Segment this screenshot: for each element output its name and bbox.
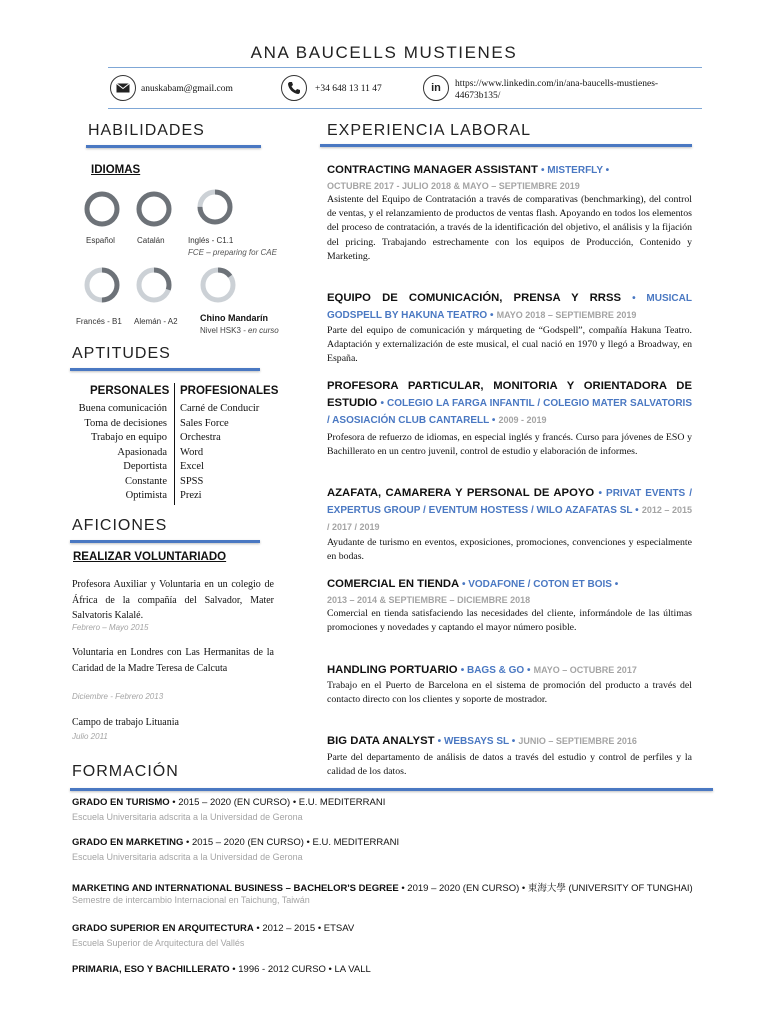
job-company: • VODAFONE / COTON ET BOIS • xyxy=(461,579,619,590)
section-title-habilidades: HABILIDADES xyxy=(88,122,205,139)
job-dates: 2009 - 2019 xyxy=(498,415,547,425)
education-school: Escuela Superior de Arquitectura del Vallés xyxy=(72,938,245,948)
language-label: Inglés - C1.1 xyxy=(188,236,234,245)
volunteer-item: Voluntaria en Londres con Las Hermanitas de la Caridad de la Madre Teresa de Calcuta xyxy=(72,647,274,674)
job-title xyxy=(327,485,692,536)
language-level-ring xyxy=(134,265,174,305)
job-dates: MAYO – OCTUBRE 2017 xyxy=(533,665,637,675)
section-rule-formacion xyxy=(70,788,713,791)
section-rule-aptitudes xyxy=(70,368,260,371)
aptitude-item: Toma de decisiones xyxy=(84,417,167,429)
section-rule-experiencia xyxy=(320,144,692,147)
job-role: EQUIPO DE COMUNICACIÓN, PRENSA Y RRSS xyxy=(327,292,622,304)
job-title xyxy=(327,378,692,429)
aptitude-item: Sales Force xyxy=(180,417,229,429)
volunteer-date: Julio 2011 xyxy=(72,732,108,741)
job-dates: 2012 – 2015 / 2017 / 2019 xyxy=(327,505,692,532)
job-role: HANDLING PORTUARIO xyxy=(327,664,458,676)
education-school: Escuela Universitaria adscrita a la Universidad de Gerona xyxy=(72,812,303,822)
email-link[interactable]: anuskabam@gmail.com xyxy=(141,84,233,94)
idiomas-title: IDIOMAS xyxy=(91,164,141,176)
section-title-formacion: FORMACIÓN xyxy=(72,763,179,780)
job-title xyxy=(327,576,692,593)
volunteer-date: Diciembre - Febrero 2013 xyxy=(72,692,164,701)
header-bottom-rule xyxy=(108,108,702,109)
section-title-aptitudes: APTITUDES xyxy=(72,345,171,362)
job-role: BIG DATA ANALYST xyxy=(327,735,435,747)
aptitude-item: Prezi xyxy=(180,490,202,501)
linkedin-icon: in xyxy=(423,75,449,101)
job-company: • MUSICAL GODSPELL BY HAKUNA TEATRO • xyxy=(327,293,692,321)
aptitude-item: Carné de Conducir xyxy=(180,403,260,414)
job-dates: MAYO 2018 – SEPTIEMBRE 2019 xyxy=(496,310,637,320)
aptitude-item: Excel xyxy=(180,461,204,472)
language-note: FCE – preparing for CAE xyxy=(188,248,277,257)
language-label: Catalán xyxy=(137,236,165,245)
job-dates: JUNIO – SEPTIEMBRE 2016 xyxy=(518,736,637,746)
education-entry xyxy=(72,797,385,808)
language-level-ring xyxy=(134,189,174,229)
job-company: • BAGS & GO • xyxy=(460,665,531,676)
language-level-ring xyxy=(82,189,122,229)
aptitude-item: SPSS xyxy=(180,475,204,487)
section-title-experiencia: EXPERIENCIA LABORAL xyxy=(327,122,531,139)
section-rule-habilidades xyxy=(86,145,261,148)
job-company: • PRIVAT EVENTS / EXPERTUS GROUP / EVENTUM HOSTESS / WILO AZAFATAS SL • xyxy=(327,488,693,516)
header-top-rule xyxy=(108,67,702,68)
job-dates: 2013 – 2014 & SEPTIEMBRE – DICIEMBRE 2018 xyxy=(327,595,531,605)
aptitudes-profesionales-list xyxy=(180,402,280,504)
education-entry xyxy=(72,880,693,894)
job-role: AZAFATA, CAMARERA Y PERSONAL DE APOYO xyxy=(327,487,595,499)
volunteer-date: Febrero – Mayo 2015 xyxy=(72,623,149,632)
education-entry xyxy=(72,923,354,934)
language-label: Chino Mandarín xyxy=(200,313,268,323)
education-details: • 2012 – 2015 • ETSAV xyxy=(253,923,355,934)
language-label: Alemán - A2 xyxy=(134,317,178,326)
job-description: Asistente del Equipo de Contratación a través de comparativas (benchmarking), del control de ventas, y el relanzamiento de productos de ventas flash. Apoyando en todos los elementos del proceso de contratación, a través de la identificación del objetivo, el análisis y la fijación del pricing. Trabajando estrechamente con los equipos de Producción, Contenido y Marketing. xyxy=(327,194,692,262)
job-description: Ayudante de turismo en eventos, exposiciones, promociones, convenciones y especialmente en bodas. xyxy=(327,537,692,563)
ring-fill xyxy=(87,194,117,224)
education-degree: PRIMARIA, ESO Y BACHILLERATO xyxy=(72,964,230,975)
education-entry xyxy=(72,837,399,848)
job-description: Parte del equipo de comunicación y márqueting de “Godspell”, compañía Hakuna Teatro. Adaptación y externalización de este musical, el cual nació en 1970 y llegó a Broadway, en España. xyxy=(327,325,692,365)
aptitude-item: Deportista xyxy=(123,461,167,472)
job-company: • MISTERFLY • xyxy=(541,165,610,176)
aptitude-item: Orchestra xyxy=(180,432,221,443)
section-rule-aficiones xyxy=(70,540,260,543)
volunteer-item: Campo de trabajo Lituania xyxy=(72,717,179,728)
candidate-name: ANA BAUCELLS MUSTIENES xyxy=(250,43,518,62)
language-note-prefix: Nivel HSK3 xyxy=(200,326,241,335)
aptitude-item: Word xyxy=(180,446,204,458)
linkedin-url-line1: https://www.linkedin.com/in/ana-baucells-mustienes- xyxy=(455,79,659,89)
language-note xyxy=(200,326,279,335)
education-degree: GRADO SUPERIOR EN ARQUITECTURA xyxy=(72,923,254,934)
job-title xyxy=(327,162,692,179)
job-role: PROFESORA PARTICULAR, MONITORIA Y ORIENTADORA DE ESTUDIO xyxy=(327,380,692,409)
ring-fill xyxy=(139,194,169,224)
phone-number[interactable]: +34 648 13 11 47 xyxy=(315,84,382,94)
education-degree: MARKETING AND INTERNATIONAL BUSINESS – BACHELOR'S DEGREE xyxy=(72,883,399,894)
section-title-aficiones: AFICIONES xyxy=(72,517,168,534)
education-details: • 2015 – 2020 (EN CURSO) • E.U. MEDITERRANI xyxy=(183,837,400,848)
language-level-ring xyxy=(198,265,238,305)
job-company: • WEBSAYS SL • xyxy=(437,736,516,747)
job-description: Parte del departamento de análisis de datos a través del estudio y control de perfiles y la calidad de los datos. xyxy=(327,752,692,778)
education-school: Escuela Universitaria adscrita a la Universidad de Gerona xyxy=(72,852,303,862)
language-label: Español xyxy=(86,236,115,245)
job-dates: OCTUBRE 2017 - JULIO 2018 & MAYO – SEPTIEMBRE 2019 xyxy=(327,181,580,191)
education-degree: GRADO EN TURISMO xyxy=(72,797,170,808)
job-role: COMERCIAL EN TIENDA xyxy=(327,578,459,590)
aptitude-item: Constante xyxy=(125,475,167,487)
education-entry xyxy=(72,964,371,975)
aptitude-item: Buena comunicación xyxy=(78,403,167,414)
phone-icon xyxy=(281,75,307,101)
language-label: Francés - B1 xyxy=(76,317,122,326)
job-title xyxy=(327,662,692,679)
language-note-suffix: - en curso xyxy=(243,326,279,335)
aptitude-item: Apasionada xyxy=(117,446,167,458)
linkedin-url-line2: 44673b135/ xyxy=(455,91,501,101)
education-school: Semestre de intercambio Internacional en Taichung, Taiwán xyxy=(72,895,310,905)
education-degree: GRADO EN MARKETING xyxy=(72,837,184,848)
volunteer-item: Profesora Auxiliar y Voluntaria en un colegio de África de la compañía del Salvador, Mater Salvatoris Kalalé. xyxy=(72,579,274,621)
aptitude-item: Trabajo en equipo xyxy=(90,432,167,443)
job-description: Trabajo en el Puerto de Barcelona en el sistema de promoción del producto a través del contacto directo con los clientes y soporte de mostrador. xyxy=(327,680,692,706)
job-description: Profesora de refuerzo de idiomas, en especial inglés y francés. Curso para jóvenes de ESO y Bachillerato en un centro juvenil, control de estudio y elaboración de informes. xyxy=(327,432,692,458)
aficiones-subtitle: REALIZAR VOLUNTARIADO xyxy=(73,551,227,563)
education-details: • 2015 – 2020 (EN CURSO) • E.U. MEDITERRANI xyxy=(169,797,386,808)
job-role: CONTRACTING MANAGER ASSISTANT xyxy=(327,164,538,176)
education-details: • 1996 - 2012 CURSO • LA VALL xyxy=(229,964,371,975)
aptitudes-divider xyxy=(174,383,175,505)
education-details: • 2019 – 2020 (EN CURSO) • 東海大學 (UNIVERSITY OF TUNGHAI) xyxy=(398,883,693,894)
aptitudes-profesionales-heading: PROFESIONALES xyxy=(180,385,279,397)
job-description: Comercial en tienda satisfaciendo las necesidades del cliente, informándole de las últimas promociones y novedades y captando el mayor número posible. xyxy=(327,608,692,634)
aptitude-item: Optimista xyxy=(125,490,167,501)
linkedin-link[interactable] xyxy=(455,78,705,102)
job-title xyxy=(327,290,692,324)
language-level-ring xyxy=(82,265,122,305)
envelope-icon xyxy=(110,75,136,101)
aptitudes-personales-heading: PERSONALES xyxy=(90,385,170,397)
job-title xyxy=(327,733,692,750)
job-company: • COLEGIO LA FARGA INFANTIL / COLEGIO MATER SALVATORIS / ASOSIACIÓN CLUB CANTARELL • xyxy=(327,398,692,426)
language-level-ring xyxy=(195,187,235,227)
aptitudes-personales-list xyxy=(40,402,167,504)
